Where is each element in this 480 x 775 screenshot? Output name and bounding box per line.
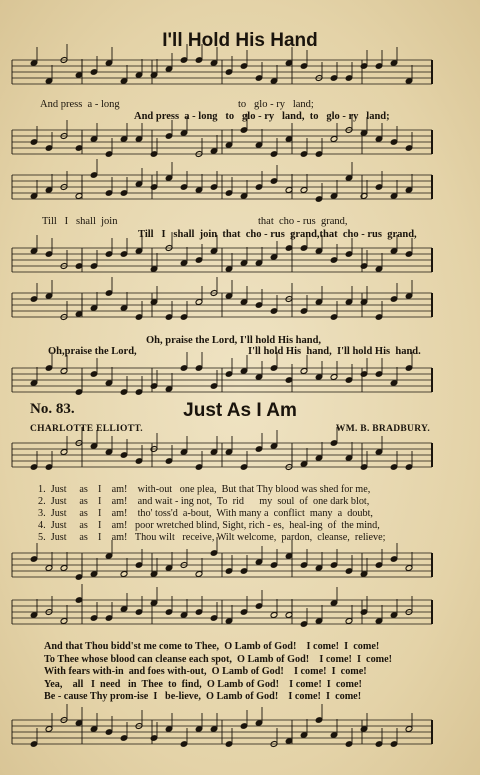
lyric-line: And press a - long	[40, 99, 120, 110]
verse-line: 3. Just as I am! tho' toss'd a-bout, With many a conflict many a doubt,	[38, 508, 373, 519]
lyric-line: Oh, praise the Lord, I'll hold His hand,	[146, 335, 322, 346]
verse-line: 4. Just as I am! poor wretched blind, Sight, rich - es, heal-ing of the mind,	[38, 520, 380, 531]
lyric-line: Till I shall join that cho - rus grand,that cho - rus grand,	[138, 229, 417, 240]
lyric-line: Till I shall join	[42, 216, 118, 227]
hymn-title: Just As I Am	[183, 400, 297, 421]
author-credit: CHARLOTTE ELLIOTT.	[30, 424, 143, 434]
lyric-line: that cho - rus grand,	[258, 216, 348, 227]
hymn-number: No. 83.	[30, 401, 75, 417]
verse-line: 5. Just as I am! Thou wilt receive, Wilt welcome, pardon, cleanse, relieve;	[38, 532, 386, 543]
refrain-line: Yea, all I need in Thee to find, O Lamb of God! I come! I come!	[44, 678, 362, 690]
refrain-line: Be - cause Thy prom-ise I be-lieve, O Lamb of God! I come! I come!	[44, 691, 362, 703]
verse-line: 2. Just as I am! and wait - ing not, To rid my soul of one dark blot,	[38, 496, 370, 507]
lyric-line: to glo - ry land;	[238, 99, 314, 110]
verse-lyrics	[38, 484, 385, 544]
refrain-lyrics	[44, 641, 392, 704]
refrain-line: With fears with-in and foes with-out, O Lamb of God! I come! I come!	[44, 666, 367, 678]
hymn-title: I'll Hold His Hand	[162, 30, 318, 51]
lyric-line: I'll hold His hand, I'll hold His hand.	[248, 346, 421, 357]
refrain-line: To Thee whose blood can cleanse each spot, O Lamb of God! I come! I come!	[44, 653, 393, 665]
lyric-line: Oh,praise the Lord,	[48, 346, 137, 357]
refrain-line: And that Thou bidd'st me come to Thee, O Lamb of God! I come! I come!	[44, 641, 380, 652]
lyric-line: And press a - long to glo - ry land, to glo - ry land;	[134, 111, 390, 122]
composer-credit: WM. B. BRADBURY.	[335, 424, 430, 434]
verse-line: 1. Just as I am! with-out one plea, But that Thy blood was shed for me,	[38, 484, 371, 495]
